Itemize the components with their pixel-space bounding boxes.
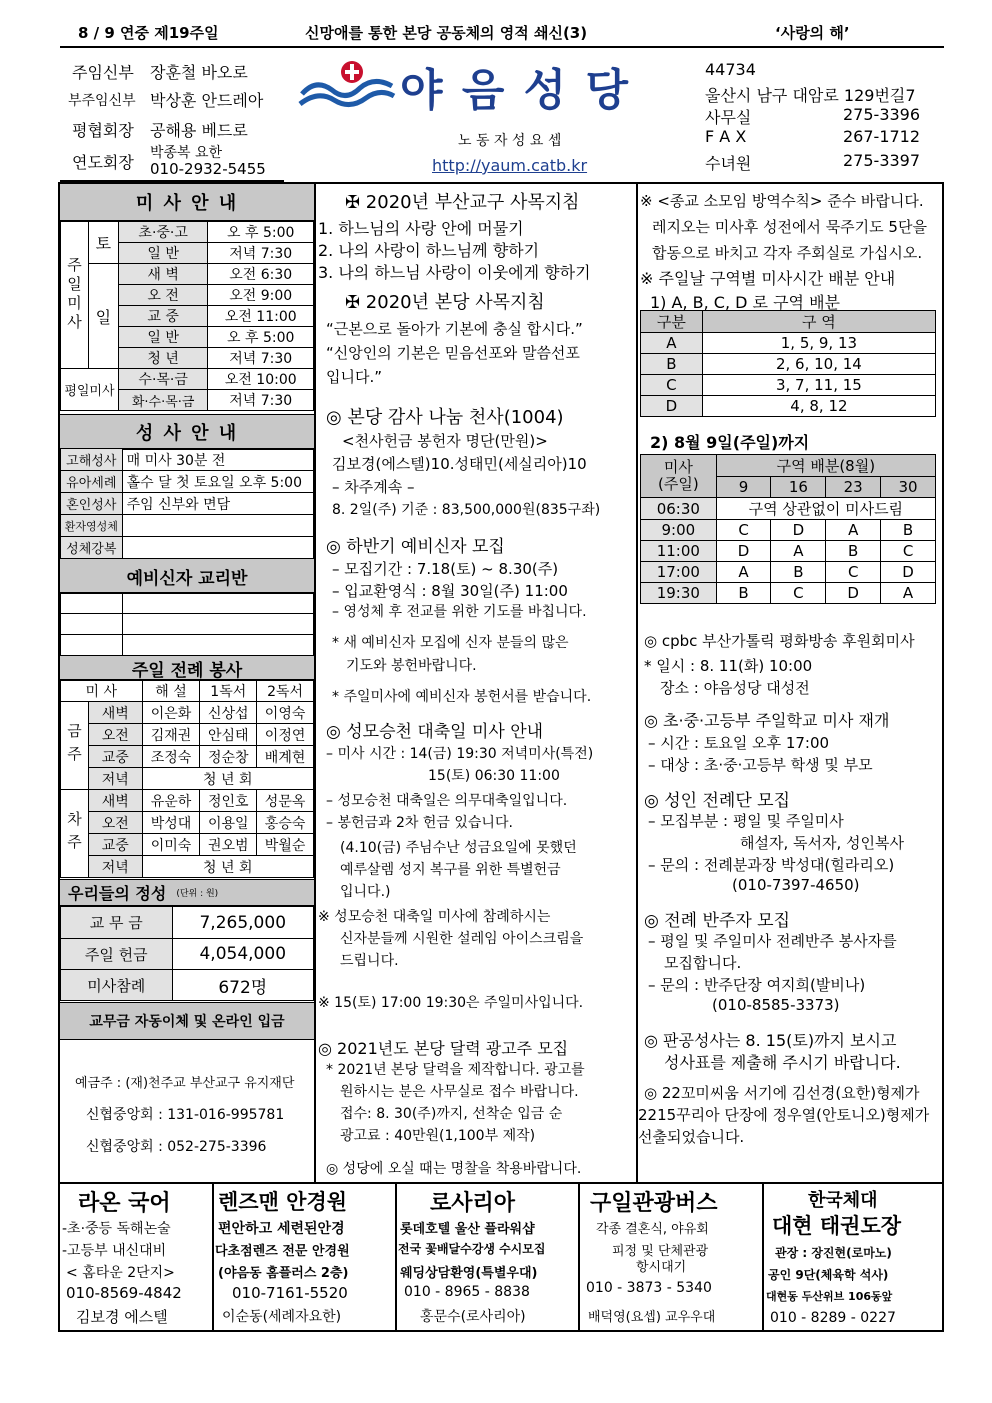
liturgy-reader2: 이정연: [257, 724, 314, 746]
zone-value: 4, 8, 12: [702, 396, 935, 417]
ad-taekwondo-line: 공인 9단(체육학 석사): [768, 1268, 889, 1282]
sacrament-name: 고해성사: [61, 449, 123, 471]
staff-funeral-phone: 010-2932-5455: [150, 160, 266, 178]
zone-key: C: [641, 375, 703, 396]
ads-top-rule: [58, 1182, 944, 1184]
weekday-mass-label: 평일미사: [61, 369, 119, 411]
zone-notice-title: ※ 주일날 구역별 미사시간 배분 안내: [640, 269, 896, 288]
parish-guideline-2: “신앙인의 기본은 믿음선포와 말씀선포: [326, 344, 580, 362]
fax-number: 267-1712: [843, 127, 921, 146]
autopay-title-bar: [60, 1002, 314, 1040]
catechumen-title: 예비신자 교리반: [126, 568, 248, 589]
assumption-line7: 입니다.): [340, 884, 391, 900]
monthly-theme: 신망애를 통한 본당 공동체의 영적 쇄신(3): [305, 24, 588, 42]
mass-name: 오 전: [118, 285, 208, 306]
schedule-day: 30: [881, 477, 936, 498]
weekday-mass-name: 화·수·목·금: [118, 390, 208, 411]
saturday-label: 토: [88, 222, 118, 264]
mass-name: 일 반: [118, 243, 208, 264]
liturgy-mass: 새벽: [88, 790, 142, 812]
staff-funeral-name: 박종복 요한: [150, 145, 223, 161]
liturgy-reader1: 신상섭: [200, 702, 257, 724]
ad-lensman-title: 렌즈맨 안경원: [218, 1190, 348, 1214]
schedule-zone-header: 구역 배분(8월): [716, 455, 935, 477]
this-week-label: 금주: [61, 702, 89, 790]
calendar-line2: 원하시는 분은 사무실로 접수 바랍니다.: [340, 1084, 579, 1100]
autopay-title: 교무금 자동이체 및 온라인 입금: [89, 1014, 285, 1030]
ad-taekwondo-line: 관장 : 장진현(로마노): [775, 1246, 892, 1260]
diocese-guideline-title: ✠ 2020년 부산교구 사목지침: [345, 192, 580, 213]
address: 울산시 남구 대암로 129번길7: [705, 86, 916, 105]
zone-key: B: [641, 354, 703, 375]
schedule-zone: C: [716, 520, 771, 541]
ad-raon-line: -초·중등 독해논술: [62, 1221, 171, 1237]
schedule-day: 23: [826, 477, 881, 498]
liturgy-mass: 교중: [88, 834, 142, 856]
school-mass-title: ◎ 초·중·고등부 주일학교 미사 재개: [644, 711, 890, 730]
ad-taekwondo-phone: 010 - 8289 - 0227: [770, 1310, 896, 1326]
mass-time: 오전 6:30: [208, 264, 314, 285]
liturgy-mass: 오전: [88, 724, 142, 746]
mass-time: 저녁 7:30: [208, 348, 314, 369]
catechumen-title-bar: [60, 558, 314, 594]
assumption-note1b: 신자분들께 시원한 설레임 아이스크림을: [340, 931, 584, 947]
schedule-time: 11:00: [641, 541, 717, 562]
ad-bus-phone: 010 - 3873 - 5340: [586, 1280, 712, 1296]
ad-lensman-line: (야음동 홈플러스 2층): [218, 1266, 349, 1281]
offering-label: 미사참례: [61, 970, 173, 1001]
liturgy-header: 2독서: [257, 680, 314, 702]
catechumen-cell: [61, 635, 123, 656]
issue-date: 8 / 9 연중 제19주일: [78, 24, 219, 42]
mass-name: 청 년: [118, 348, 208, 369]
staff-funeral-role: 연도회장: [72, 153, 134, 172]
liturgy-team-line4: (010-7397-4650): [732, 876, 860, 894]
liturgy-commentator: 조정숙: [142, 746, 200, 768]
schedule-time: 9:00: [641, 520, 717, 541]
zip-code: 44734: [705, 60, 756, 79]
convent-phone: 275-3397: [843, 151, 921, 170]
schedule-time: 19:30: [641, 583, 717, 604]
cpbc-line1: * 일시 : 8. 11(화) 10:00: [644, 657, 813, 675]
quarantine-notice-2: 레지오는 미사후 성전에서 묵주기도 5단을: [652, 218, 927, 236]
mass-name: 일 반: [118, 327, 208, 348]
liturgy-mass: 오전: [88, 812, 142, 834]
cpbc-line2: 장소 : 야음성당 대성전: [660, 679, 810, 697]
ad-lensman-owner: 이순동(세례자요한): [222, 1309, 342, 1325]
zone-key: A: [641, 333, 703, 354]
sacrament-desc: 매 미사 30분 전: [122, 449, 313, 471]
offering-value: 7,265,000: [172, 907, 313, 939]
fax-label: F A X: [705, 127, 747, 146]
ad-bus-title: 구일관광버스: [590, 1191, 718, 1216]
schedule-zone: A: [771, 541, 826, 562]
legio-line1: ◎ 22꼬미씨움 서기에 김선경(요한)형제가: [644, 1084, 920, 1102]
catechumen-cell: [122, 593, 313, 614]
schedule-zone: C: [881, 541, 936, 562]
liturgy-reader2: 홍승숙: [257, 812, 314, 834]
quarantine-notice-3: 합동으로 바치고 각자 주회실로 가십시오.: [652, 244, 923, 262]
liturgy-reader1: 정순창: [200, 746, 257, 768]
liturgy-mass: 새벽: [88, 702, 142, 724]
offering-table: [60, 906, 314, 1001]
ad-bus-line: 각종 결혼식, 야유회: [596, 1222, 709, 1237]
ad-raon-phone: 010-8569-4842: [66, 1284, 182, 1302]
liturgy-commentator: 박성대: [142, 812, 200, 834]
catechumen-cell: [61, 593, 123, 614]
catechumen-table: [60, 592, 314, 656]
next-week-label: 차주: [61, 790, 89, 878]
thanks-sub: <천사헌금 봉헌자 명단(만원)>: [342, 432, 548, 450]
ad-taekwondo-title: 한국체대: [808, 1190, 878, 1211]
assumption-note1c: 드립니다.: [340, 953, 399, 969]
ad-rosaria-title: 로사리아: [430, 1191, 516, 1216]
assumption-line3: – 성모승천 대축일은 의무대축일입니다.: [326, 793, 568, 809]
liturgy-mass: 저녁: [88, 768, 142, 790]
liturgy-commentator: 이은화: [142, 702, 200, 724]
sacrament-desc: 주임 신부와 면담: [122, 493, 313, 515]
year-theme: ‘사랑의 해’: [775, 24, 850, 42]
catechumen-notice-line1: – 모집기간 : 7.18(토) ~ 8.30(주): [332, 560, 559, 578]
assumption-line5: (4.10(금) 주님수난 성금요일에 못했던: [340, 840, 577, 856]
schedule-zone: D: [716, 541, 771, 562]
mass-time: 오 후 5:00: [208, 222, 314, 243]
schedule-day: 9: [716, 477, 771, 498]
parish-patron: 노 동 자 성 요 셉: [458, 133, 562, 149]
catechumen-cell: [122, 635, 313, 656]
sacrament-name: 유아세례: [61, 471, 123, 493]
schedule-mass-header: 미사 (주일): [641, 455, 717, 498]
liturgy-youth: 청 년 회: [142, 856, 313, 878]
sacraments-table: [60, 448, 314, 559]
parish-name: 야 음 성 당: [400, 65, 630, 116]
zone-key: D: [641, 396, 703, 417]
ad-divider-2: [395, 1184, 397, 1332]
schedule-zone: A: [881, 583, 936, 604]
parish-guideline-1: “근본으로 돌아가 기본에 충실 합시다.”: [326, 320, 583, 338]
weekday-mass-name: 수·목·금: [118, 369, 208, 390]
weekday-mass-time: 저녁 7:30: [208, 390, 314, 411]
legio-line3: 선출되었습니다.: [638, 1128, 745, 1146]
mass-title-bar: [60, 184, 314, 221]
liturgy-reader1: 권오범: [200, 834, 257, 856]
schedule-zone: B: [771, 562, 826, 583]
ad-rosaria-line: 전국 꽃배달수강생 수시모집: [398, 1242, 546, 1256]
accompanist-line1: – 평일 및 주일미사 전례반주 봉사자를: [648, 932, 897, 950]
liturgy-reader2: 배계현: [257, 746, 314, 768]
liturgy-table: [60, 679, 314, 878]
confession-line1: ◎ 판공성사는 8. 15(토)까지 보시고: [644, 1031, 897, 1050]
legio-line2: 2215꾸리아 단장에 정우열(안토니오)형제가: [638, 1106, 930, 1124]
zone-value: 2, 6, 10, 14: [702, 354, 935, 375]
parish-guideline-title: ✠ 2020년 본당 사목지침: [345, 292, 545, 313]
convent-label: 수녀원: [705, 154, 752, 173]
ad-raon-line: -고등부 내신대비: [62, 1243, 167, 1259]
cpbc-title: ◎ cpbc 부산가톨릭 평화방송 후원회미사: [644, 632, 915, 650]
liturgy-reader1: 정인호: [200, 790, 257, 812]
ad-raon-owner: 김보경 에스텔: [76, 1308, 168, 1326]
accompanist-title: ◎ 전례 반주자 모집: [644, 911, 790, 931]
mass-time: 오전 11:00: [208, 306, 314, 327]
ad-lensman-line: 다초점렌즈 전문 안경원: [215, 1244, 350, 1259]
mass-name: 교 중: [118, 306, 208, 327]
diocese-guideline-1: 1. 하느님의 사랑 안에 머물기: [318, 219, 524, 238]
liturgy-youth: 청 년 회: [142, 768, 313, 790]
staff-assistant-role: 부주임신부: [68, 93, 136, 109]
ad-divider-1: [212, 1184, 214, 1332]
offering-label: 주일 헌금: [61, 939, 173, 970]
sacraments-title: 성 사 안 내: [135, 423, 239, 444]
schedule-zone: B: [826, 541, 881, 562]
sunday-label: 일: [88, 264, 118, 369]
sacrament-name: 혼인성사: [61, 493, 123, 515]
offering-title-bar: [60, 879, 314, 906]
catechumen-notice-line2: – 입교환영식 : 8월 30일(주) 11:00: [332, 582, 568, 600]
staff-assistant-name: 박상훈 안드레아: [150, 91, 264, 110]
zone-value: 3, 7, 11, 15: [702, 375, 935, 396]
mass-name: 초·중·고: [118, 222, 208, 243]
liturgy-header: 미 사: [61, 680, 143, 702]
liturgy-commentator: 김재권: [142, 724, 200, 746]
catechumen-notice-note2: * 주일미사에 예비신자 봉헌서를 받습니다.: [332, 689, 592, 705]
accompanist-line4: (010-8585-3373): [712, 996, 840, 1014]
schedule-day: 16: [771, 477, 826, 498]
mass-time: 오 후 5:00: [208, 327, 314, 348]
schedule-time: 17:00: [641, 562, 717, 583]
liturgy-reader2: 성문옥: [257, 790, 314, 812]
parish-logo: [298, 58, 396, 114]
zone-table: [640, 310, 936, 417]
school-mass-line1: – 시간 : 토요일 오후 17:00: [648, 734, 830, 752]
schedule-zone: C: [771, 583, 826, 604]
liturgy-header: 1독서: [200, 680, 257, 702]
zone-header: 구분: [641, 311, 703, 333]
catechumen-cell: [61, 614, 123, 635]
schedule-zone: B: [716, 583, 771, 604]
ad-taekwondo-name: 대현 태권도장: [772, 1214, 902, 1238]
calendar-line4: 광고료 : 40만원(1,100부 제작): [340, 1128, 536, 1144]
liturgy-team-line3: – 문의 : 전례분과장 박성대(힐라리오): [648, 856, 895, 874]
schedule-table: [640, 454, 936, 604]
offering-title: 우리들의 정성: [68, 884, 167, 903]
office-label: 사무실: [705, 108, 752, 127]
ad-rosaria-owner: 홍문수(로사리아): [420, 1309, 526, 1325]
zone-assignment-title: 1) A, B, C, D 로 구역 배분: [650, 293, 840, 312]
assumption-line1: – 미사 시간 : 14(금) 19:30 저녁미사(특전): [326, 746, 594, 762]
diocese-guideline-2: 2. 나의 사랑이 하느님께 향하기: [318, 241, 540, 260]
staff-pastor-role: 주임신부: [72, 63, 134, 82]
liturgy-title: 주일 전례 봉사: [131, 660, 243, 681]
sacrament-desc: [122, 537, 313, 559]
assumption-note1a: ※ 성모승천 대축일 미사에 참례하시는: [318, 909, 551, 925]
zone-header: 구 역: [702, 311, 935, 333]
catechumen-notice-title: ◎ 하반기 예비신자 모집: [326, 537, 505, 557]
thanks-continued: – 차주계속 –: [332, 478, 415, 496]
offering-label: 교 무 금: [61, 907, 173, 939]
bank-account-1: 신협중앙회 : 131-016-995781: [86, 1107, 285, 1123]
staff-council-role: 평협회장: [72, 121, 134, 140]
sacrament-name: 성체강복: [61, 537, 123, 559]
liturgy-reader2: 이영숙: [257, 702, 314, 724]
assumption-note2: ※ 15(토) 17:00 19:30은 주일미사입니다.: [318, 995, 584, 1011]
ad-divider-4: [762, 1184, 764, 1332]
ad-rosaria-line: 웨딩상담환영(특별우대): [400, 1266, 538, 1281]
assumption-line6: 예루살렘 성지 복구를 위한 특별헌금: [340, 862, 561, 878]
ad-bus-line: 피정 및 단체관광: [612, 1244, 709, 1259]
parish-guideline-3: 입니다.”: [326, 368, 383, 386]
zone-value: 1, 5, 9, 13: [702, 333, 935, 354]
assumption-line4: – 봉헌금과 2차 헌금 있습니다.: [326, 815, 513, 831]
confession-line2: 성사표를 제출해 주시기 바랍니다.: [664, 1053, 901, 1072]
staff-pastor-name: 장훈철 바오로: [150, 63, 248, 82]
liturgy-title-bar: [60, 655, 314, 681]
calendar-line1: * 2021년 본당 달력을 제작합니다. 광고를: [326, 1062, 585, 1078]
liturgy-reader2: 박월순: [257, 834, 314, 856]
liturgy-reader1: 이용일: [200, 812, 257, 834]
sunday-mass-label: 주일미사: [61, 222, 89, 369]
schedule-zone: D: [771, 520, 826, 541]
schedule-time: 06:30: [641, 498, 717, 520]
left-column-divider: [314, 182, 316, 1182]
ad-rosaria-line: 롯데호텔 울산 플라워샵: [400, 1222, 535, 1237]
thanks-title: ◎ 본당 감사 나눔 천사(1004): [326, 407, 564, 428]
sacrament-name: 환자영성체: [61, 515, 123, 537]
thanks-donors: 김보경(에스텔)10.성태민(세실리아)10: [332, 455, 587, 473]
ad-lensman-line: 편안하고 세련된안경: [218, 1221, 345, 1237]
schedule-title: 2) 8월 9일(주일)까지: [650, 433, 810, 452]
schedule-zone: A: [716, 562, 771, 583]
mass-time: 저녁 7:30: [208, 243, 314, 264]
name-tag-notice: ◎ 성당에 오실 때는 명찰을 착용바랍니다.: [326, 1161, 582, 1177]
calendar-title: ◎ 2021년도 본당 달력 광고주 모집: [318, 1039, 569, 1058]
accompanist-line3: – 문의 : 반주단장 여지희(발비나): [648, 976, 866, 994]
ad-bus-owner: 배덕영(요셉) 교우우대: [588, 1310, 716, 1325]
liturgy-mass: 저녁: [88, 856, 142, 878]
catechumen-notice-line3: – 영성체 후 전교를 위한 기도를 바칩니다.: [332, 604, 587, 620]
accompanist-line2: 모집합니다.: [664, 954, 742, 972]
offering-value: 672명: [172, 970, 313, 1001]
calendar-line3: 접수: 8. 30(주)까지, 선착순 입금 순: [340, 1106, 563, 1122]
bank-account-2: 신협중앙회 : 052-275-3396: [86, 1139, 267, 1155]
sacrament-desc: 홀수 달 첫 토요일 오후 5:00: [122, 471, 313, 493]
schedule-zone: B: [881, 520, 936, 541]
offering-value: 4,054,000: [172, 939, 313, 970]
offering-unit: (단위 : 원): [176, 889, 219, 899]
ad-rosaria-phone: 010 - 8965 - 8838: [404, 1284, 530, 1300]
quarantine-notice-1: ※ <종교 소모임 방역수칙> 준수 바랍니다.: [640, 192, 924, 210]
liturgy-header: 해 설: [142, 680, 200, 702]
schedule-zone: C: [826, 562, 881, 583]
weekday-mass-time: 오전 10:00: [208, 369, 314, 390]
ad-raon-title: 라온 국어: [78, 1191, 171, 1216]
assumption-line2: 15(토) 06:30 11:00: [428, 768, 560, 784]
sacrament-desc: [122, 515, 313, 537]
ad-lensman-phone: 010-7161-5520: [232, 1284, 348, 1302]
account-holder: 예금주 : (재)천주교 부산교구 유지재단: [75, 1076, 295, 1091]
ad-raon-line: < 홈타운 2단지>: [66, 1265, 175, 1281]
right-column-divider: [636, 182, 638, 1182]
schedule-zone: D: [881, 562, 936, 583]
schedule-zone: D: [826, 583, 881, 604]
liturgy-team-title: ◎ 성인 전례단 모집: [644, 791, 790, 811]
diocese-guideline-3: 3. 나의 하느님 사랑이 이웃에게 향하기: [318, 263, 591, 282]
catechumen-cell: [122, 614, 313, 635]
mass-table: [60, 221, 314, 411]
staff-council-name: 공해용 베드로: [150, 121, 248, 140]
catechumen-notice-note1a: * 새 예비신자 모집에 신자 분들의 많은: [332, 635, 569, 651]
parish-url[interactable]: http://yaum.catb.kr: [432, 156, 588, 175]
office-phone: 275-3396: [843, 105, 921, 124]
mass-name: 새 벽: [118, 264, 208, 285]
ad-divider-3: [578, 1184, 580, 1332]
mass-time: 오전 9:00: [208, 285, 314, 306]
ad-bus-line: 항시대기: [636, 1260, 687, 1275]
ad-taekwondo-line: 대현동 두산위브 106동앞: [766, 1290, 893, 1303]
liturgy-team-line1: – 모집부분 : 평일 및 주일미사: [648, 812, 844, 830]
schedule-zone: A: [826, 520, 881, 541]
catechumen-notice-note1b: 기도와 봉헌바랍니다.: [346, 658, 477, 674]
liturgy-commentator: 이미숙: [142, 834, 200, 856]
liturgy-reader1: 안심태: [200, 724, 257, 746]
sacraments-title-bar: [60, 414, 314, 450]
liturgy-commentator: 유운하: [142, 790, 200, 812]
mass-title: 미 사 안 내: [135, 193, 239, 214]
liturgy-team-line2: 해설자, 독서자, 성인복사: [740, 834, 904, 852]
liturgy-mass: 교중: [88, 746, 142, 768]
assumption-title: ◎ 성모승천 대축일 미사 안내: [326, 722, 544, 742]
schedule-note: 구역 상관없이 미사드림: [716, 498, 935, 520]
school-mass-line2: – 대상 : 초·중·고등부 학생 및 부모: [648, 756, 873, 774]
thanks-total: 8. 2일(주) 기준 : 83,500,000원(835구좌): [332, 502, 601, 518]
top-rule: [60, 46, 944, 48]
